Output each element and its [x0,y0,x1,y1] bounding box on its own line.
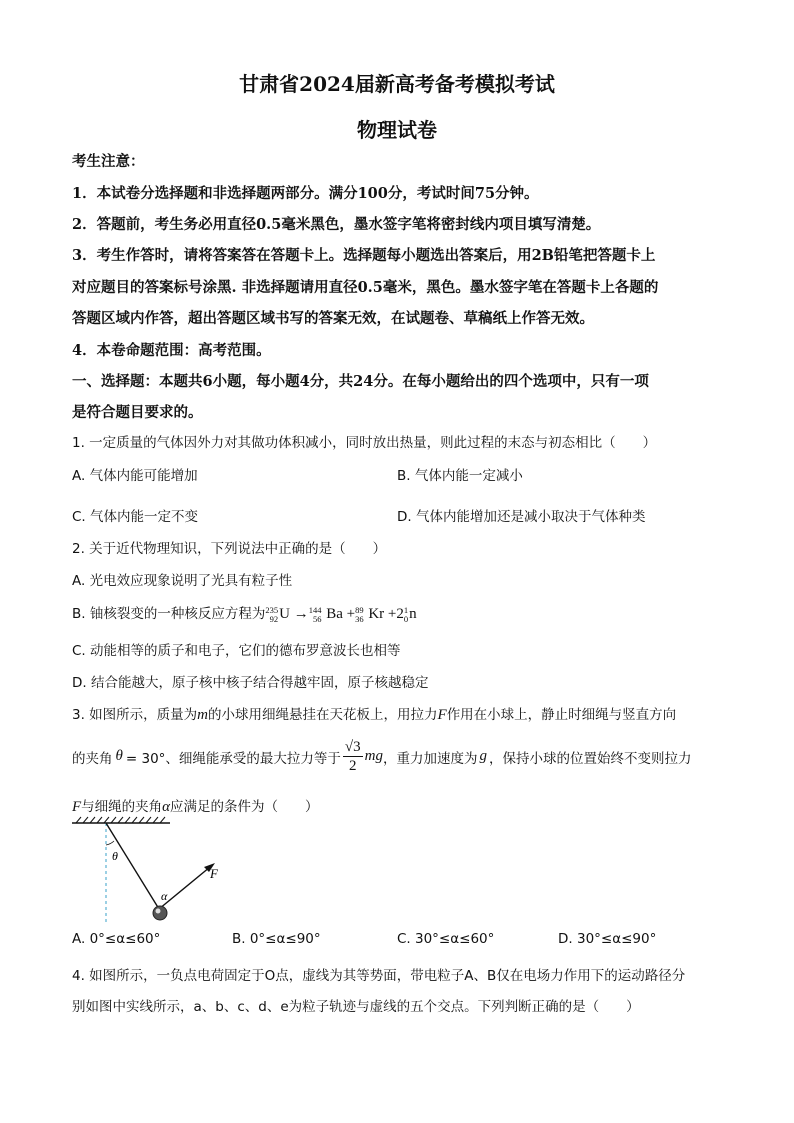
ball-highlight [156,909,161,914]
var-alpha: α [162,799,171,815]
ceiling-hatching [76,817,165,823]
q3-line-3-part-a: 与细绳的夹角 [81,799,163,815]
q3-line-2-part-c: ，重力加速度为 [382,750,478,767]
q3-line-2-part-a: 的夹角 [72,750,113,767]
q1-option-a: A. 气体内能可能增加 [72,468,198,484]
notice-item-1: 1．本试卷分选择题和非选择题两部分。满分100分，考试时间75分钟。 [72,185,539,202]
q3-option-c: C. 30°≤α≤60° [397,931,495,947]
q1-stem: 1. 一定质量的气体因外力对其做功体积减小，同时放出热量，则此过程的末态与初态相比（ ） [72,435,657,451]
fraction-denominator: 2 [349,758,357,774]
q2-stem: 2. 关于近代物理知识，下列说法中正确的是（ ） [72,541,387,557]
q3-line-1 [72,703,676,724]
var-theta: θ [115,748,123,764]
notice-item-3-line-3: 答题区域内作答，超出答题区域书写的答案无效，在试题卷、草稿纸上作答无效。 [72,310,594,327]
nuclear-equation [265,606,416,622]
fraction-numerator: √3 [344,739,361,755]
q3-option-a: A. 0°≤α≤60° [72,931,161,947]
q4-line-1: 4. 如图所示，一负点电荷固定于O点，虚线为其等势面，带电粒子A、B仅在电场力作用下的运动路径分 [72,968,686,984]
notice-item-2: 2．答题前，考生务必用直径0.5毫米黑色，墨水签字笔将密封线内项目填写清楚。 [72,216,601,233]
q2-option-d: D. 结合能越大，原子核中核子结合得越牢固，原子核越稳定 [72,675,429,691]
notice-item-3-line-2: 对应题目的答案标号涂黑. 非选择题请用直径0.5毫米，黑色。墨水签字笔在答题卡上各题的 [72,279,659,296]
q2-option-c: C. 动能相等的质子和电子，它们的德布罗意波长也相等 [72,643,401,659]
string-line [106,823,159,909]
plus-sign: + [346,606,356,622]
notice-item-4: 4．本卷命题范围：高考范围。 [72,342,271,359]
notice-item-3-line-1: 3．考生作答时，请将答案答在答题卡上。选择题每小题选出答案后，用2B铅笔把答题卡上 [72,247,656,264]
q4-line-2: 别如图中实线所示，a、b、c、d、e为粒子轨迹与虚线的五个交点。下列判断正确的是（ ） [72,999,640,1015]
q3-line-2 [72,738,691,775]
sqrt3-over-2-fraction [343,738,363,775]
n-nuclide-indices: 1 0 [403,604,409,624]
mg-term: mg [364,748,383,764]
kr-symbol: Kr [368,606,385,622]
q3-line-2-part-b: = 30°、细绳能承受的最大拉力等于 [125,750,341,767]
q3-option-b: B. 0°≤α≤90° [232,931,321,947]
theta-arc [106,841,114,845]
ba-nuclide-indices: 144 56 [308,604,322,624]
q2-option-b-text: B. 铀核裂变的一种核反应方程为 [72,606,266,622]
var-f: F [72,799,82,815]
exam-title: 甘肃省2024届新高考备考模拟考试 [239,72,555,96]
q3-line-3 [72,795,319,816]
pendulum-figure [70,815,250,925]
u-nuclide-indices: 235 92 [265,604,279,624]
q3-line-1-part-b: 的小球用细绳悬挂在天花板上，用拉力 [208,707,438,723]
var-g: g [479,748,487,764]
ball [153,906,167,920]
var-m: m [197,707,209,723]
q3-option-d: D. 30°≤α≤90° [558,931,657,947]
q3-line-3-part-b: 应满足的条件为（ ） [170,799,319,815]
theta-label: θ [112,849,118,863]
section-1-heading-line-1: 一、选择题：本题共6小题，每小题4分，共24分。在每小题给出的四个选项中，只有一项 [72,373,649,390]
ba-symbol: Ba [326,606,343,622]
q3-line-2-part-d: ，保持小球的位置始终不变则拉力 [488,750,692,767]
q3-line-1-part-a: 3. 如图所示，质量为 [72,707,198,723]
q3-line-1-part-c: 作用在小球上，静止时细绳与竖直方向 [446,707,677,723]
force-label: F [210,866,218,881]
exam-subtitle: 物理试卷 [357,118,437,142]
notice-heading: 考生注意： [72,153,145,170]
reaction-arrow: → [293,606,309,622]
q2-option-b [72,602,417,624]
neutron-symbol: n [409,606,417,622]
q1-option-d: D. 气体内能增加还是减小取决于气体种类 [397,509,646,525]
neutron-coefficient: +2 [387,606,404,622]
kr-nuclide-indices: 89 36 [355,604,364,624]
var-f: F [437,707,447,723]
q1-option-c: C. 气体内能一定不变 [72,509,199,525]
u-symbol: U [279,606,290,622]
alpha-label: α [161,889,168,903]
q2-option-a: A. 光电效应现象说明了光具有粒子性 [72,573,293,589]
section-1-heading-line-2: 是符合题目要求的。 [72,404,203,421]
q1-option-b: B. 气体内能一定减小 [397,468,523,484]
